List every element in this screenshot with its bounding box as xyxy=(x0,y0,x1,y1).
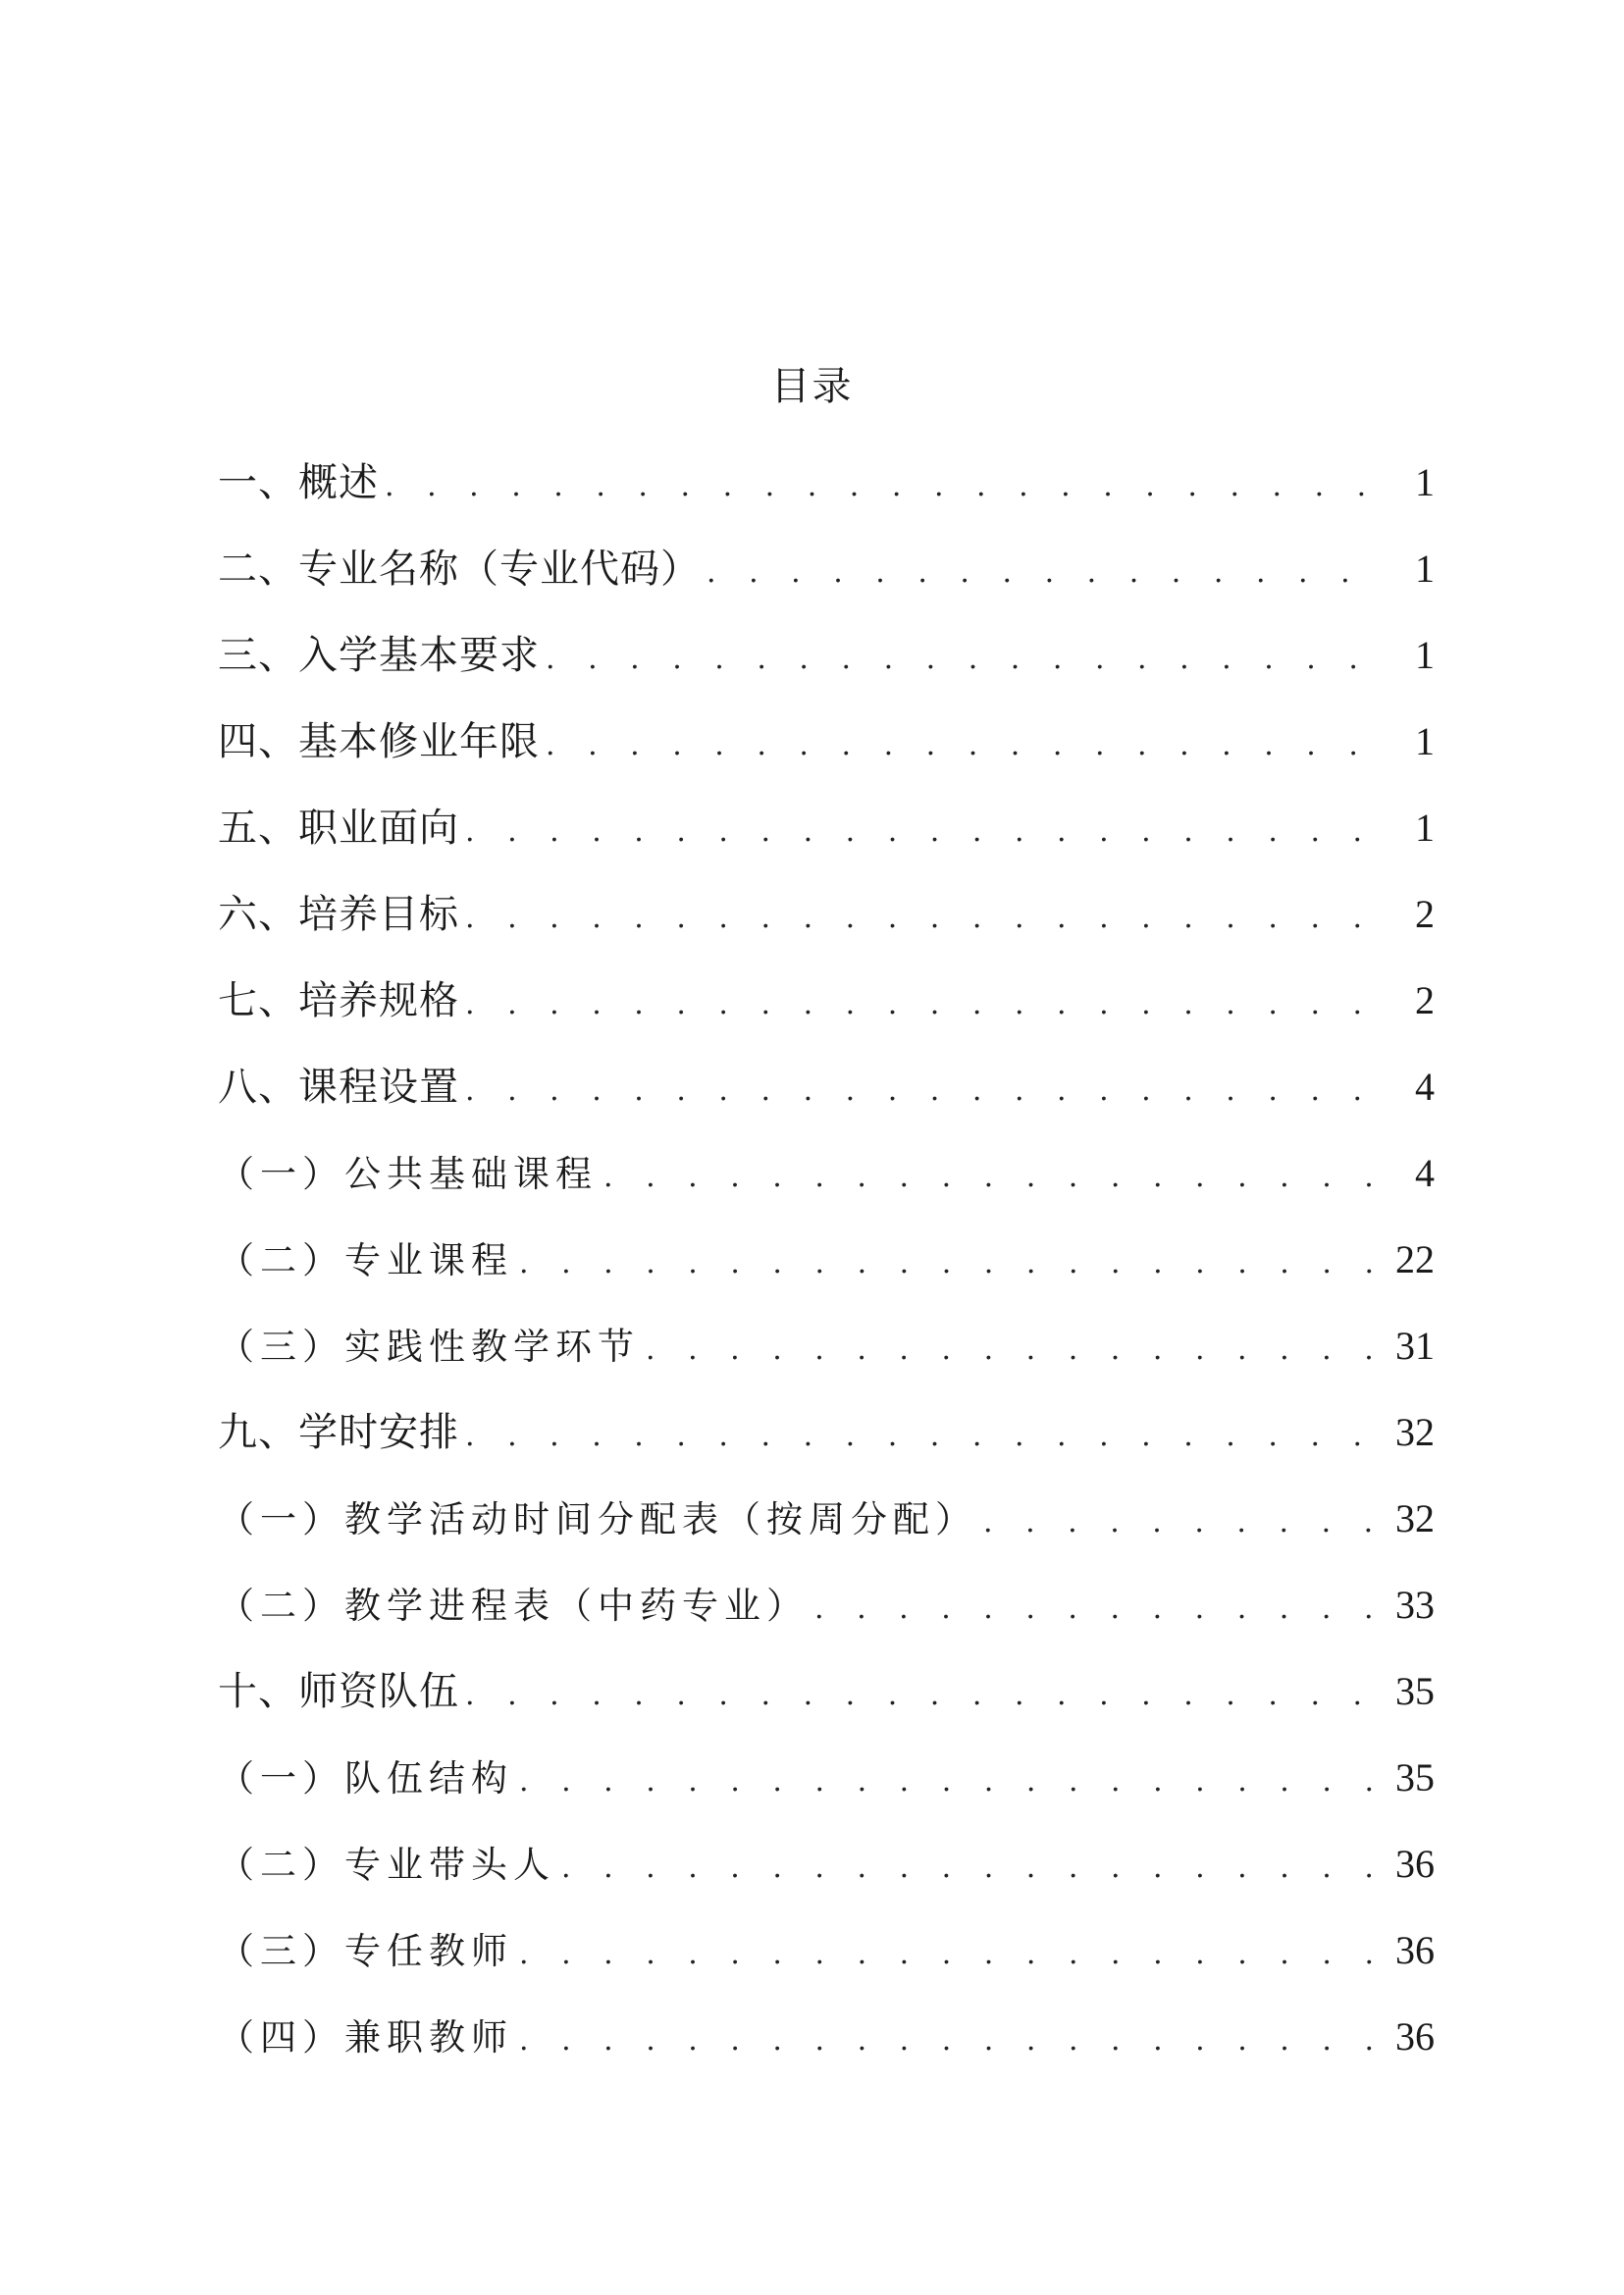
toc-entry-label: （四）兼职教师 xyxy=(218,2016,513,2059)
toc-page-number: 32 xyxy=(1395,1410,1435,1454)
toc-entry[interactable] xyxy=(218,1493,1435,1580)
toc-entry[interactable] xyxy=(218,457,1435,544)
toc-entry[interactable] xyxy=(218,1580,1435,1666)
toc-leader-dots xyxy=(465,893,1386,944)
toc-entry-label: 五、职业面向 xyxy=(218,806,459,851)
toc-page-number: 33 xyxy=(1395,1583,1435,1627)
toc-leader-dots xyxy=(465,979,1386,1030)
toc-entry[interactable] xyxy=(218,1666,1435,1752)
toc-entry-label: 二、专业名称（专业代码） xyxy=(218,547,701,592)
toc-page-number: 35 xyxy=(1395,1669,1435,1713)
toc-entry[interactable] xyxy=(218,1148,1435,1234)
toc-entry[interactable] xyxy=(218,803,1435,889)
toc-page-number: 4 xyxy=(1415,1151,1435,1195)
toc-entry[interactable] xyxy=(218,1925,1435,2011)
toc-entry[interactable] xyxy=(218,1062,1435,1148)
toc-entry[interactable] xyxy=(218,1752,1435,1839)
toc-entry[interactable] xyxy=(218,630,1435,716)
toc-leader-dots xyxy=(983,1497,1386,1548)
toc-page-number: 36 xyxy=(1395,2014,1435,2059)
toc-page-number: 1 xyxy=(1415,719,1435,763)
toc-leader-dots xyxy=(465,1411,1386,1462)
toc-entry[interactable] xyxy=(218,2011,1435,2098)
toc-entry-label: （一）公共基础课程 xyxy=(218,1153,598,1195)
toc-entry-label: 一、概述 xyxy=(218,460,379,505)
toc-entry-label: 六、培养目标 xyxy=(218,892,459,937)
toc-leader-dots xyxy=(465,1066,1386,1117)
toc-entry-label: 四、基本修业年限 xyxy=(218,719,540,764)
toc-page-number: 4 xyxy=(1415,1065,1435,1109)
toc-entry[interactable] xyxy=(218,544,1435,630)
toc-entry[interactable] xyxy=(218,975,1435,1062)
toc-leader-dots xyxy=(814,1584,1386,1635)
toc-leader-dots xyxy=(465,1670,1386,1721)
toc-page-number: 32 xyxy=(1395,1496,1435,1540)
toc-page-number: 36 xyxy=(1395,1928,1435,1972)
toc-entry-label: 三、入学基本要求 xyxy=(218,633,540,678)
toc-entry-label: 九、学时安排 xyxy=(218,1410,459,1455)
toc-leader-dots xyxy=(519,1756,1386,1807)
toc-entry-label: （二）专业课程 xyxy=(218,1239,513,1281)
toc-entry-label: （二）专业带头人 xyxy=(218,1844,555,1886)
toc-entry[interactable] xyxy=(218,889,1435,975)
toc-entry-label: 八、课程设置 xyxy=(218,1065,459,1110)
toc-leader-dots xyxy=(465,807,1386,858)
toc-leader-dots xyxy=(646,1325,1386,1376)
toc-title: 目录 xyxy=(770,364,854,409)
toc-leader-dots xyxy=(519,2015,1386,2066)
toc-page-number: 22 xyxy=(1395,1237,1435,1281)
toc-page-number: 2 xyxy=(1415,892,1435,936)
toc-entry-label: （二）教学进程表（中药专业） xyxy=(218,1585,809,1627)
toc-page-number: 1 xyxy=(1415,806,1435,850)
toc-entry[interactable] xyxy=(218,1321,1435,1407)
toc-page-number: 2 xyxy=(1415,978,1435,1022)
toc-entry-label: 十、师资队伍 xyxy=(218,1669,459,1714)
toc-page-number: 1 xyxy=(1415,547,1435,591)
toc-leader-dots xyxy=(561,1843,1386,1894)
toc-entry-label: （三）实践性教学环节 xyxy=(218,1326,640,1368)
table-of-contents xyxy=(218,457,1435,2098)
toc-leader-dots xyxy=(519,1238,1386,1289)
toc-entry-label: （三）专任教师 xyxy=(218,1930,513,1972)
toc-page-number: 36 xyxy=(1395,1842,1435,1886)
toc-leader-dots xyxy=(519,1929,1386,1980)
toc-entry-label: 七、培养规格 xyxy=(218,978,459,1023)
toc-page-number: 35 xyxy=(1395,1755,1435,1799)
toc-entry[interactable] xyxy=(218,1234,1435,1321)
toc-page-number: 1 xyxy=(1415,460,1435,504)
toc-entry[interactable] xyxy=(218,1839,1435,1925)
toc-entry[interactable] xyxy=(218,716,1435,803)
toc-entry[interactable] xyxy=(218,1407,1435,1493)
toc-leader-dots xyxy=(546,634,1386,685)
toc-leader-dots xyxy=(546,720,1386,771)
toc-leader-dots xyxy=(385,461,1386,512)
toc-entry-label: （一）队伍结构 xyxy=(218,1757,513,1799)
toc-page-number: 1 xyxy=(1415,633,1435,677)
toc-page-number: 31 xyxy=(1395,1324,1435,1368)
toc-leader-dots xyxy=(707,548,1386,599)
toc-leader-dots xyxy=(603,1152,1386,1203)
toc-entry-label: （一）教学活动时间分配表（按周分配） xyxy=(218,1498,977,1540)
